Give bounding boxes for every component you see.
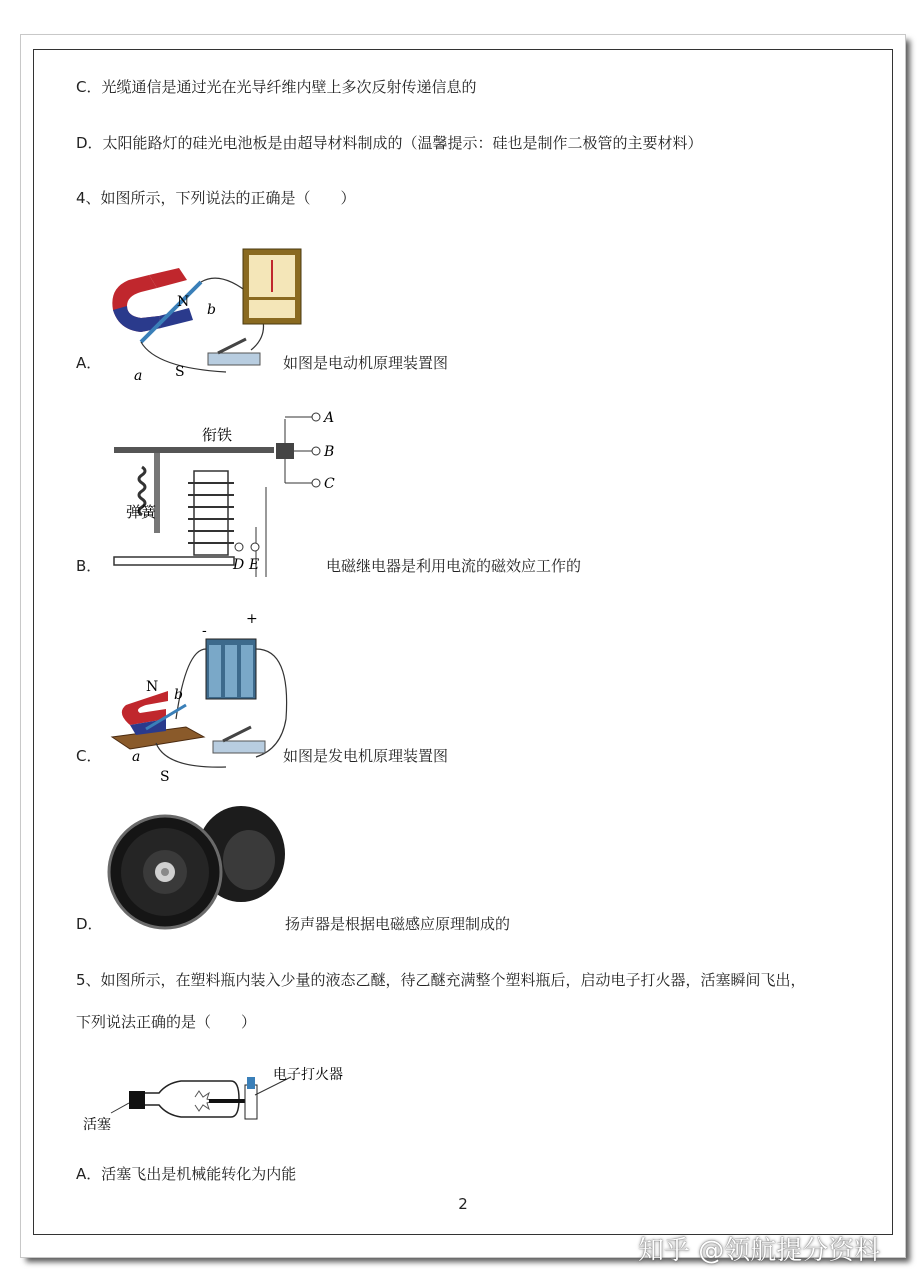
option-4b-text: 电磁继电器是利用电流的磁效应工作的 xyxy=(326,557,582,575)
bottle-igniter-figure xyxy=(81,1065,381,1135)
option-4a-text: 如图是电动机原理装置图 xyxy=(283,354,449,372)
label-igniter: 电子打火器 xyxy=(273,1067,343,1083)
option-5a: A．活塞飞出是机械能转化为内能 xyxy=(76,1165,297,1183)
option-4c-text: 如图是发电机原理装置图 xyxy=(283,747,449,765)
label-terminal-c: C xyxy=(324,476,335,492)
label-s: S xyxy=(160,769,170,785)
option-4a-label: A． xyxy=(76,354,102,372)
relay-figure xyxy=(106,407,336,577)
question-4: 4、如图所示，下列说法的正确是（ ） xyxy=(76,189,356,207)
label-n: N xyxy=(146,679,159,695)
label-n: N xyxy=(177,294,190,310)
piston xyxy=(129,1091,145,1109)
option-4d-text: 扬声器是根据电磁感应原理制成的 xyxy=(285,915,511,933)
page-number: 2 xyxy=(458,1195,468,1213)
speaker-figure xyxy=(109,802,289,932)
question-5-line2: 下列说法正确的是（ ） xyxy=(76,1013,257,1031)
relay-terminals xyxy=(229,543,289,573)
switch-icon xyxy=(211,723,271,758)
label-terminal-e: E xyxy=(249,557,260,573)
label-terminal-d: D xyxy=(233,557,245,573)
watermark: 知乎 @领航提分资料 xyxy=(638,1236,881,1266)
label-a: a xyxy=(132,749,141,765)
option-4d-label: D． xyxy=(76,915,103,933)
document-page xyxy=(20,34,906,1258)
label-terminal-b: B xyxy=(324,444,335,460)
label-s: S xyxy=(175,364,185,380)
conductor-rod xyxy=(141,282,201,342)
switch-icon xyxy=(206,335,266,370)
label-armature: 衔铁 xyxy=(202,426,233,444)
label-b: b xyxy=(174,687,183,703)
option-4c-label: C． xyxy=(76,747,102,765)
option-3d: D．太阳能路灯的硅光电池板是由超导材料制成的（温馨提示：硅也是制作二极管的主要材料） xyxy=(76,134,703,152)
label-a: a xyxy=(134,368,143,384)
option-4b-label: B． xyxy=(76,557,102,575)
label-piston: 活塞 xyxy=(83,1117,111,1133)
generator-figure xyxy=(106,609,306,785)
option-3c: C．光缆通信是通过光在光导纤维内壁上多次反射传递信息的 xyxy=(76,78,477,96)
label-plus: + xyxy=(246,611,258,627)
label-terminal-a: A xyxy=(324,410,335,426)
label-minus: - xyxy=(202,623,207,639)
label-b: b xyxy=(207,302,216,318)
question-5-line1: 5、如图所示，在塑料瓶内装入少量的液态乙醚，待乙醚充满整个塑料瓶后，启动电子打火器，活塞瞬间飞出， xyxy=(76,971,806,989)
motor-principle-figure xyxy=(101,240,301,384)
label-spring: 弹簧 xyxy=(126,503,157,521)
armature-bar xyxy=(114,447,274,453)
